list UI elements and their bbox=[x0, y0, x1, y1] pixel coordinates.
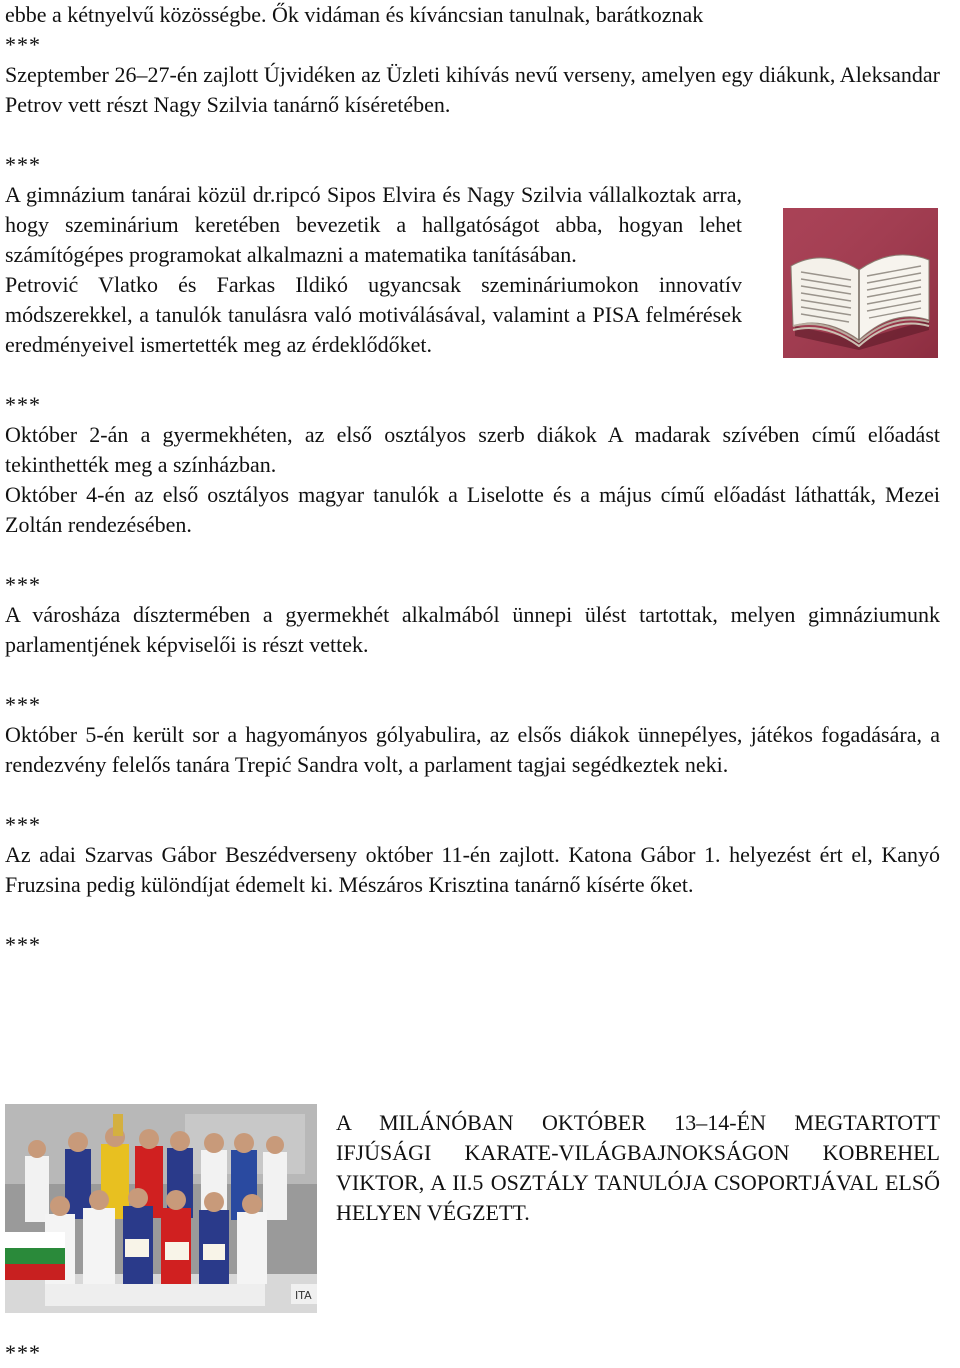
separator: *** bbox=[5, 572, 41, 597]
separator: *** bbox=[5, 32, 41, 57]
children-week-paragraph-2: Október 4-én az első osztályos magyar tanulók a Liselotte és a május című előadást láthatták, Mezei Zoltán rendezésében. bbox=[5, 482, 940, 537]
karate-caption: A MILÁNÓBAN OKTÓBER 13–14-ÉN MEGTARTOTT IFJÚSÁGI KARATE-VILÁGBAJNOKSÁGON KOBREHEL VIKTOR, A II.5 OSZTÁLY TANULÓJA CSOPORTJÁVAL ELSŐ HELYEN VÉGZETT. bbox=[336, 1110, 940, 1225]
city-hall-paragraph: A városháza dísztermében a gyermekhét alkalmából ünnepi ülést tartottak, melyen gimnáziumunk parlamentjének képviselői is részt vettek. bbox=[5, 602, 940, 657]
seminar-section bbox=[5, 180, 742, 360]
seminar-paragraph-2: Petrović Vlatko és Farkas Ildikó ugyancsak szemináriumokon innovatív módszerekkel, a tanulók tanulásra való motiválásával, valamint a PISA felmérések eredményeivel ismertették meg az érdeklődőket. bbox=[5, 272, 742, 357]
speech-contest-paragraph: Az adai Szarvas Gábor Beszédverseny október 11-én zajlott. Katona Gábor 1. helyezést ért el, Kanyó Fruzsina pedig különdíjat édemelt ki. Mészáros Krisztina tanárnő kísérte őket. bbox=[5, 842, 940, 897]
karate-team-photo bbox=[5, 1104, 317, 1313]
children-week-paragraph-1: Október 2-án a gyermekhéten, az első osztályos szerb diákok A madarak szívében című előadást tekinthették meg a színházban. bbox=[5, 422, 940, 477]
document-page bbox=[5, 0, 940, 960]
separator: *** bbox=[5, 152, 41, 177]
karate-section bbox=[5, 1104, 940, 1314]
separator: *** bbox=[5, 692, 41, 717]
competition-paragraph: Szeptember 26–27-én zajlott Újvidéken az Üzleti kihívás nevű verseny, amelyen egy diákunk, Aleksandar Petrov vett részt Nagy Szilvia tanárnő kíséretében. bbox=[5, 62, 940, 117]
svg-text:ITA: ITA bbox=[295, 1289, 312, 1302]
intro-tail-paragraph: ebbe a kétnyelvű közösségbe. Ők vidáman és kíváncsian tanulnak, barátkoznak bbox=[5, 2, 704, 27]
open-book-icon bbox=[783, 208, 938, 358]
separator: *** bbox=[5, 812, 41, 837]
separator: *** bbox=[5, 392, 41, 417]
separator: *** bbox=[5, 932, 41, 957]
separator-bottom: *** bbox=[5, 1340, 41, 1365]
seminar-paragraph-1: A gimnázium tanárai közül dr.ripcó Sipos Elvira és Nagy Szilvia vállalkoztak arra, hogy szeminárium keretében bevezetik a hallgatóságot abba, hogyan lehet számítógépes programokat alkalmazni a matematika tanításában. bbox=[5, 182, 742, 267]
golyabal-paragraph: Október 5-én került sor a hagyományos gólyabulira, az elsős diákok ünnepélyes, játékos fogadására, a rendezvény felelős tanára Trepić Sandra volt, a parlament tagjai segédkeztek neki. bbox=[5, 722, 940, 777]
